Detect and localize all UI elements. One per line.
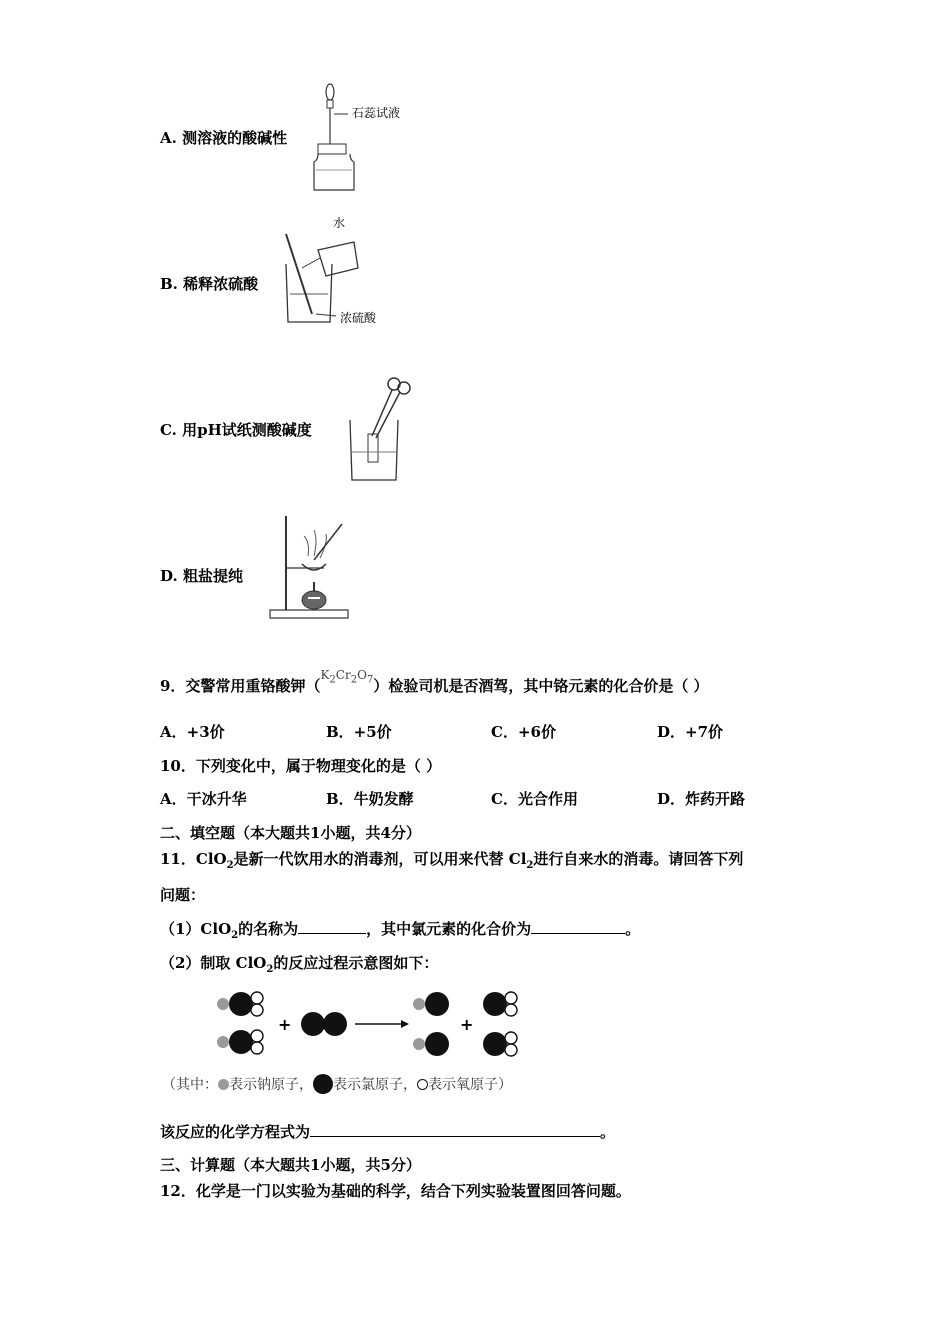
q10-option-a[interactable]: A．干冰升华 bbox=[160, 790, 247, 808]
ph-paper-figure bbox=[346, 372, 416, 484]
q11-stem-line2: 问题： bbox=[160, 886, 206, 904]
q9-formula: K2Cr2O7 bbox=[320, 668, 374, 686]
option-letter: D. bbox=[160, 567, 178, 585]
nacl-molecule bbox=[413, 992, 449, 1016]
q12-stem: 12．化学是一门以实验为基础的科学，结合下列实验装置图回答问题。 bbox=[160, 1182, 631, 1200]
option-text: 测溶液的酸碱性 bbox=[182, 129, 288, 147]
q9-option-c[interactable]: C．+6价 bbox=[491, 723, 556, 741]
reaction-legend: （其中： 表示钠原子， 表示氯原子， 表示氧原子） bbox=[162, 1074, 512, 1095]
naclo2-molecule bbox=[217, 1030, 263, 1054]
q8-option-a[interactable] bbox=[160, 128, 287, 148]
q10-stem: 10．下列变化中，属于物理变化的是（ ） bbox=[160, 757, 442, 775]
q10-option-c[interactable]: C．光合作用 bbox=[491, 790, 578, 808]
option-text: 稀释浓硫酸 bbox=[183, 275, 259, 293]
plus-sign-1: + bbox=[278, 1015, 292, 1034]
chlorine-legend-icon bbox=[313, 1074, 333, 1094]
section3-heading: 三、计算题（本大题共1小题，共5分） bbox=[160, 1156, 421, 1174]
option-letter: C. bbox=[160, 421, 177, 439]
q8-option-c[interactable] bbox=[160, 420, 312, 440]
figure-label-litmus: 石蕊试液 bbox=[352, 106, 401, 120]
q11-part1: （1）ClO$_2$的名称为 ，其中氯元素的化合价为 。 bbox=[160, 920, 641, 941]
q9-option-a[interactable]: A．+3价 bbox=[160, 723, 225, 741]
q9-option-b[interactable]: B．+5价 bbox=[326, 723, 392, 741]
q11-equation: 该反应的化学方程式为 。 bbox=[160, 1123, 616, 1141]
oxygen-legend-icon bbox=[417, 1079, 428, 1090]
litmus-dropper-figure bbox=[310, 82, 420, 192]
option-letter: B. bbox=[160, 275, 178, 293]
q9-stem bbox=[160, 668, 709, 702]
answer-blank-name[interactable] bbox=[298, 919, 366, 934]
option-text: 粗盐提纯 bbox=[182, 567, 243, 585]
plus-sign-2: + bbox=[460, 1015, 474, 1034]
salt-purification-figure bbox=[268, 512, 352, 620]
q10-option-d[interactable]: D．炸药开路 bbox=[657, 790, 746, 808]
sodium-legend-icon bbox=[218, 1079, 229, 1090]
q9-stem-after: ）检验司机是否酒驾，其中铬元素的化合价是（ ） bbox=[373, 677, 709, 695]
q9-stem-before: 9．交警常用重铬酸钾（ bbox=[160, 677, 321, 695]
q8-option-d[interactable] bbox=[160, 566, 243, 586]
q10-option-b[interactable]: B．牛奶发酵 bbox=[326, 790, 414, 808]
q9-option-d[interactable]: D．+7价 bbox=[657, 723, 724, 741]
q11-part2: （2）制取 ClO$_2$的反应过程示意图如下： bbox=[160, 954, 439, 975]
figure-label-water: 水 bbox=[333, 216, 346, 230]
reaction-diagram bbox=[205, 988, 535, 1060]
clo2-molecule bbox=[483, 1032, 517, 1056]
option-letter: A. bbox=[160, 129, 177, 147]
nacl-molecule bbox=[413, 1032, 449, 1056]
clo2-molecule bbox=[483, 992, 517, 1016]
naclo2-molecule bbox=[217, 992, 263, 1016]
option-text: 用pH试纸测酸碱度 bbox=[182, 421, 312, 439]
section2-heading: 二、填空题（本大题共1小题，共4分） bbox=[160, 824, 421, 842]
answer-blank-valence[interactable] bbox=[531, 919, 625, 934]
q8-option-b[interactable] bbox=[160, 274, 258, 294]
cl2-molecule bbox=[301, 1012, 347, 1036]
q11-stem-line1: 11．ClO$_2$是新一代饮用水的消毒剂，可以用来代替 $Cl_2$进行自来水的消毒。请回答下列 bbox=[160, 850, 744, 871]
figure-label-conc-acid: 浓硫酸 bbox=[340, 311, 377, 325]
answer-blank-equation[interactable] bbox=[310, 1122, 600, 1137]
